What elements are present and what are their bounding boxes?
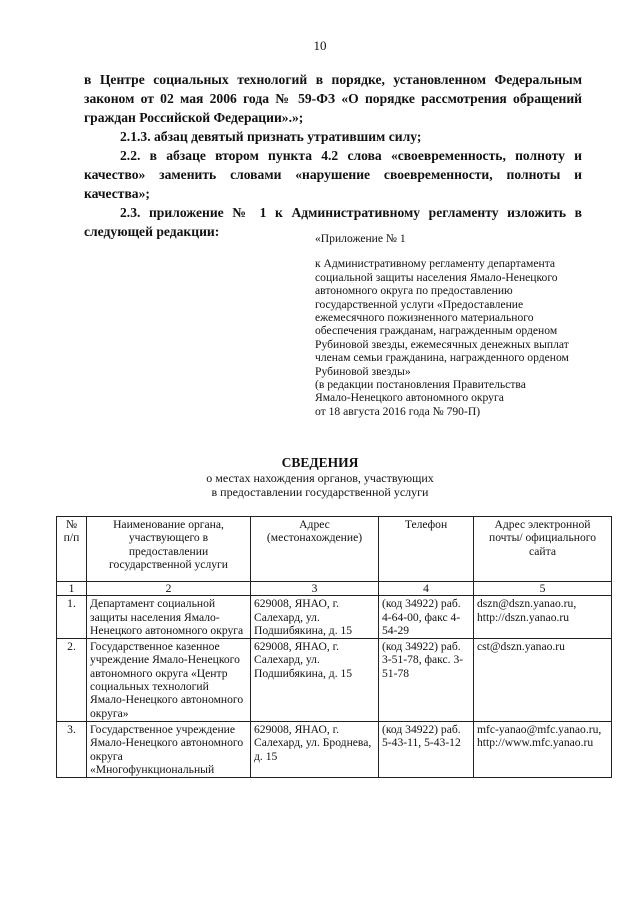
paragraph-2-3: 2.3. приложение № 1 к Административному регламенту изложить в следующей редакции:: [84, 205, 582, 239]
appendix-line: Ямало-Ненецкого автономного округа: [315, 391, 504, 405]
appendix-line: от 18 августа 2016 года № 790-П): [315, 404, 481, 418]
paragraph-2-1-3: 2.1.3. абзац девятый признать утратившим силу;: [120, 129, 422, 144]
appendix-line: Рубиновой звезды»: [315, 364, 411, 378]
organs-table: [56, 516, 612, 778]
row-address: 629008, ЯНАО, г. Салехард, ул. Броднева, д. 15: [251, 721, 379, 777]
row-num: 3.: [57, 721, 87, 777]
appendix-title: «Приложение № 1: [315, 232, 406, 245]
appendix-line: ежемесячного пожизненного материального: [315, 311, 534, 325]
paragraph-2-2: 2.2. в абзаце втором пункта 4.2 слова «своевременность, полноту и качество» заменить словами «нарушение своевременности, полноты и качества»;: [84, 148, 582, 201]
header-web: Адрес электронной почты/ официального сайта: [474, 517, 612, 582]
body-text: [84, 70, 582, 241]
appendix-line: к Административному регламенту департамента: [315, 257, 556, 271]
page-number: 10: [313, 38, 327, 53]
column-number: 2: [87, 582, 251, 596]
appendix-line: членам семьи гражданина, награжденного орденом: [315, 351, 569, 365]
row-organ-name: Государственное учреждение Ямало-Ненецкого автономного округа «Многофункциональный: [87, 721, 251, 777]
column-number: 1: [57, 582, 87, 596]
table-row: [57, 721, 612, 777]
row-phone: (код 34922) раб. 4-64-00, факс 4-54-29: [379, 596, 474, 639]
column-number: 3: [251, 582, 379, 596]
header-organ-name: Наименование органа, участвующего в предоставлении государственной услуги: [87, 517, 251, 582]
column-number: 4: [379, 582, 474, 596]
row-web: mfc-yanao@mfc.yanao.ru, http://www.mfc.yanao.ru: [474, 721, 612, 777]
table-header-row: [57, 517, 612, 582]
column-number: 5: [474, 582, 612, 596]
section-subtitle-line: в предоставлении государственной услуги: [211, 485, 429, 499]
header-address: Адрес (местонахождение): [251, 517, 379, 582]
row-phone: (код 34922) раб. 5-43-11, 5-43-12: [379, 721, 474, 777]
appendix-line: (в редакции постановления Правительства: [315, 378, 526, 392]
row-web: cst@dszn.yanao.ru: [474, 639, 612, 722]
appendix-line: Рубиновой звезды, ежемесячных денежных выплат: [315, 337, 569, 351]
row-num: 1.: [57, 596, 87, 639]
row-phone: (код 34922) раб. 3-51-78, факс. 3-51-78: [379, 639, 474, 722]
header-num: № п/п: [57, 517, 87, 582]
row-web: dszn@dszn.yanao.ru, http://dszn.yanao.ru: [474, 596, 612, 639]
row-address: 629008, ЯНАО, г. Салехард, ул. Подшибякина, д. 15: [251, 596, 379, 639]
section-title: СВЕДЕНИЯ: [281, 455, 359, 470]
section-heading: [0, 455, 640, 499]
row-num: 2.: [57, 639, 87, 722]
paragraph-continuation: в Центре социальных технологий в порядке, установленном Федеральным законом от 02 мая 2006 года № 59-ФЗ «О порядке рассмотрения обращений граждан Российской Федерации».»;: [84, 72, 582, 125]
row-organ-name: Департамент социальной защиты населения Ямало-Ненецкого автономного округа: [87, 596, 251, 639]
column-number-row: [57, 582, 612, 596]
row-organ-name: Государственное казенное учреждение Ямало-Ненецкого автономного округа «Центр социальных технологий Ямало-Ненецкого автономного округа»: [87, 639, 251, 722]
row-address: 629008, ЯНАО, г. Салехард, ул. Подшибякина, д. 15: [251, 639, 379, 722]
section-subtitle-line: о местах нахождения органов, участвующих: [206, 471, 434, 485]
appendix-header: [315, 232, 605, 418]
appendix-line: государственной услуги «Предоставление: [315, 297, 524, 311]
table-row: [57, 639, 612, 722]
appendix-line: автономного округа по предоставлению: [315, 284, 513, 298]
appendix-line: обеспечения гражданам, награжденным орденом: [315, 324, 558, 338]
table-row: [57, 596, 612, 639]
header-phone: Телефон: [379, 517, 474, 582]
appendix-line: социальной защиты населения Ямало-Ненецкого: [315, 270, 558, 284]
